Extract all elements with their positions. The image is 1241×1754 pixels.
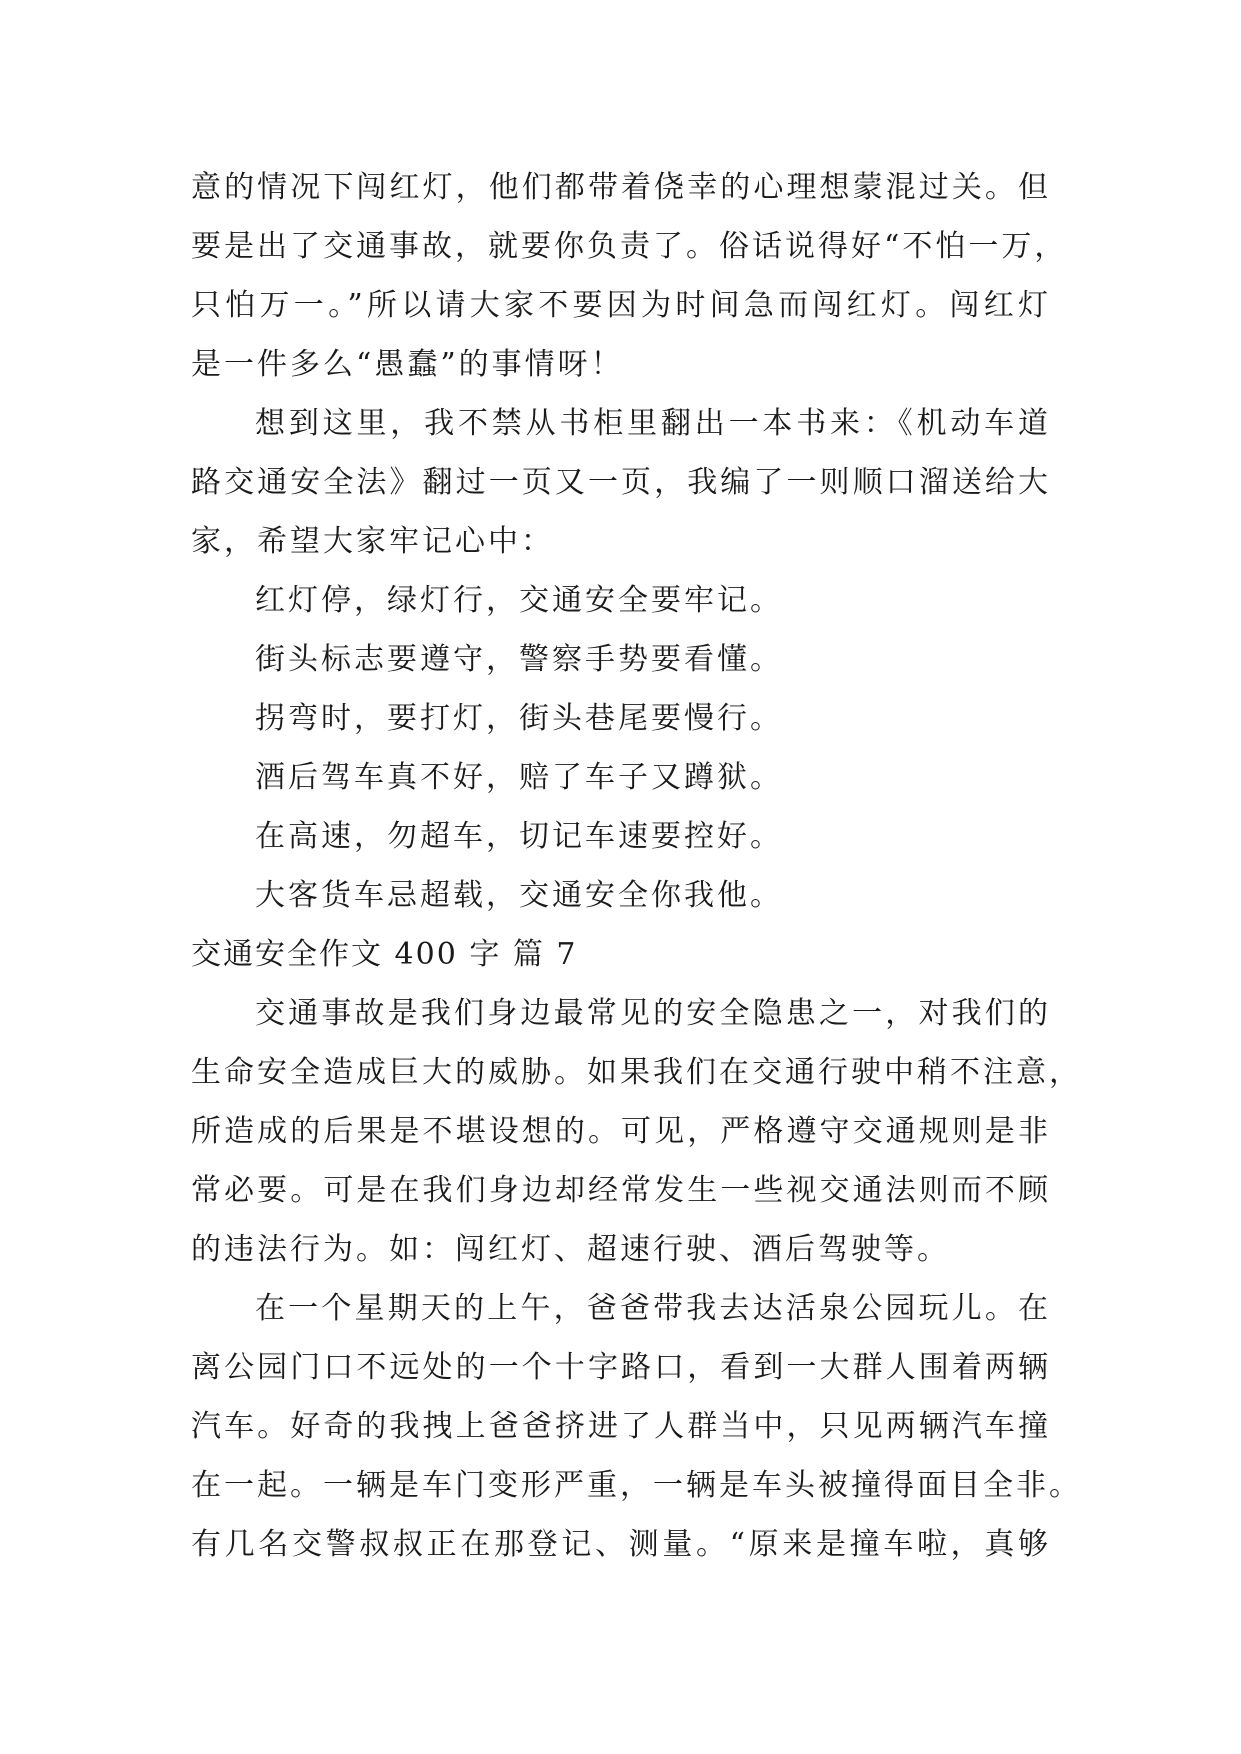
text-line: 汽车。好奇的我拽上爸爸挤进了人群当中，只见两辆汽车撞 [191, 1409, 1051, 1444]
verse-line: 酒后驾车真不好，赔了车子又蹲狱。 [255, 760, 783, 795]
section-heading: 交通安全作文 400 字 篇 7 [191, 937, 578, 972]
paragraph-first-line: 在一个星期天的上午，爸爸带我去达活泉公园玩儿。在 [255, 1291, 1051, 1326]
text-line: 生命安全造成巨大的威胁。如果我们在交通行驶中稍不注意， [191, 1055, 1082, 1090]
paragraph-first-line: 交通事故是我们身边最常见的安全隐患之一，对我们的 [255, 996, 1051, 1031]
text-line: 路交通安全法》翻过一页又一页，我编了一则顺口溜送给大 [191, 465, 1051, 500]
text-line: 离公园门口不远处的一个十字路口，看到一大群人围着两辆 [191, 1350, 1051, 1385]
verse-line: 大客货车忌超载，交通安全你我他。 [255, 878, 783, 913]
text-line: 家，希望大家牢记心中： [191, 524, 554, 559]
text-line: 所造成的后果是不堪设想的。可见，严格遵守交通规则是非 [191, 1114, 1051, 1149]
text-line: 是一件多么“愚蠢”的事情呀！ [191, 347, 624, 382]
verse-line: 在高速，勿超车，切记车速要控好。 [255, 819, 783, 854]
text-line: 在一起。一辆是车门变形严重，一辆是车头被撞得面目全非。 [191, 1468, 1082, 1503]
text-line: 要是出了交通事故，就要你负责了。俗话说得好“不怕一万， [191, 229, 1068, 264]
text-line: 的违法行为。如：闯红灯、超速行驶、酒后驾驶等。 [191, 1232, 950, 1267]
paragraph-first-line: 想到这里，我不禁从书柜里翻出一本书来：《机动车道 [255, 406, 1051, 441]
text-line: 有几名交警叔叔正在那登记、测量。“原来是撞车啦，真够 [191, 1527, 1051, 1562]
document-body [191, 158, 1082, 1574]
text-line: 常必要。可是在我们身边却经常发生一些视交通法则而不顾 [191, 1173, 1051, 1208]
text-line: 意的情况下闯红灯，他们都带着侥幸的心理想蒙混过关。但 [191, 170, 1051, 205]
text-line: 只怕万一。”所以请大家不要因为时间急而闯红灯。闯红灯 [191, 288, 1051, 323]
verse-line: 街头标志要遵守，警察手势要看懂。 [255, 642, 783, 677]
verse-line: 拐弯时，要打灯，街头巷尾要慢行。 [255, 701, 783, 736]
verse-line: 红灯停，绿灯行，交通安全要牢记。 [255, 583, 783, 618]
